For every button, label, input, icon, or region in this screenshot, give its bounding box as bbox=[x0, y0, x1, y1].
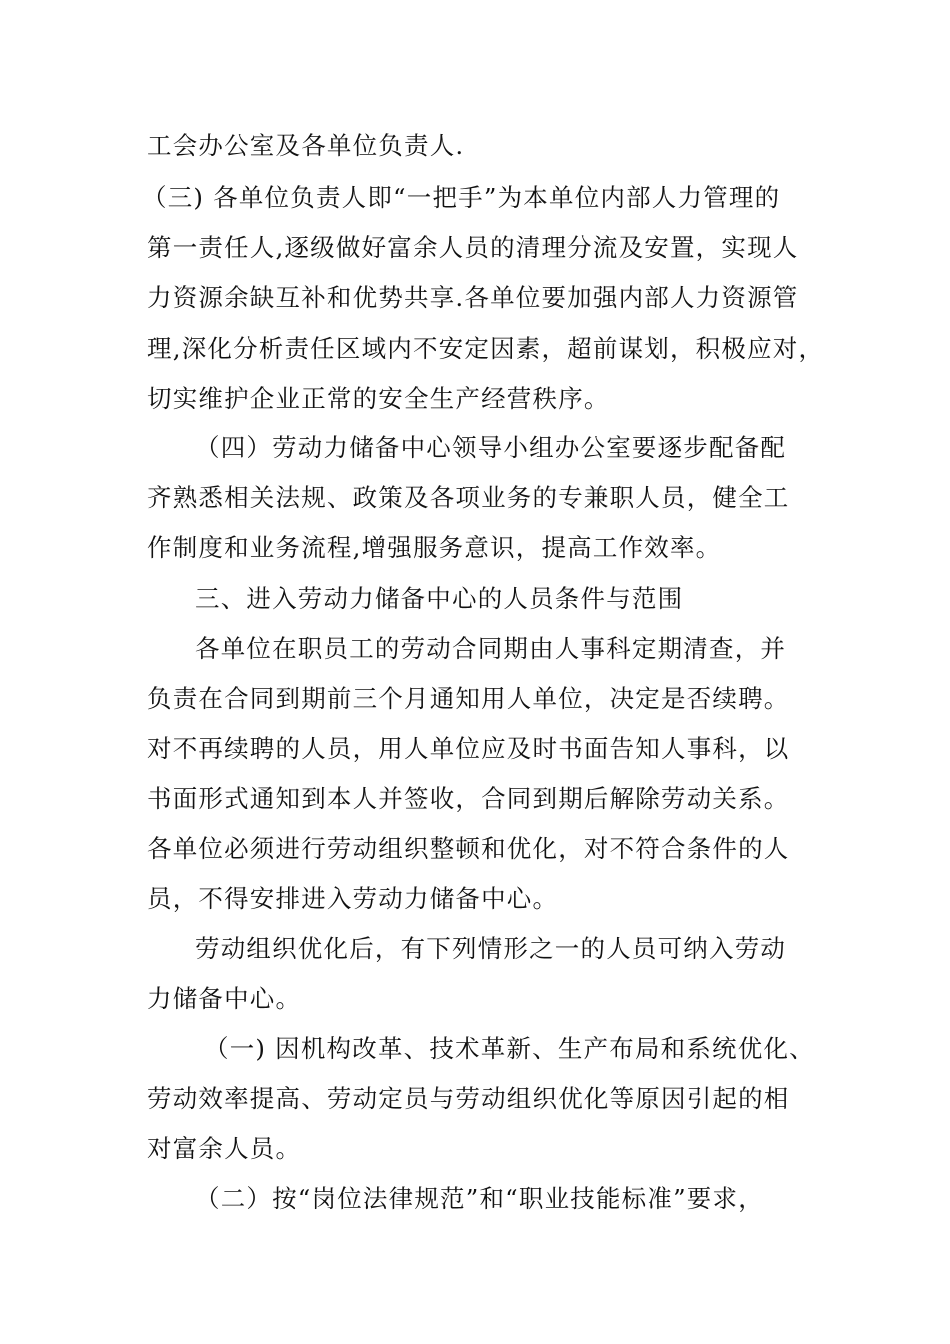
text-line: 书面形式通知到本人并签收，合同到期后解除劳动关系。 bbox=[147, 784, 790, 813]
text-line: 员，不得安排进入劳动力储备中心。 bbox=[147, 884, 559, 913]
text-line: 对不再续聘的人员，用人单位应及时书面告知人事科，以 bbox=[147, 734, 790, 763]
text-line: 力储备中心。 bbox=[147, 984, 302, 1013]
text-line: （二）按“岗位法律规范”和“职业技能标准”要求， bbox=[195, 1184, 764, 1213]
text-line: 作制度和业务流程,增强服务意识，提高工作效率。 bbox=[147, 533, 722, 562]
text-line: 劳动组织优化后，有下列情形之一的人员可纳入劳动 bbox=[195, 934, 787, 963]
text-line: （一) 因机构改革、技术革新、生产布局和系统优化、 bbox=[204, 1034, 815, 1063]
text-line: 理,深化分析责任区域内不安定因素，超前谋划，积极应对， bbox=[147, 334, 825, 363]
text-line: 力资源余缺互补和优势共享.各单位要加强内部人力资源管 bbox=[147, 283, 799, 312]
text-line: 各单位在职员工的劳动合同期由人事科定期清查，并 bbox=[195, 634, 787, 663]
text-line: （三) 各单位负责人即“一把手”为本单位内部人力管理的 bbox=[142, 183, 781, 212]
text-line: （四）劳动力储备中心领导小组办公室要逐步配备配 bbox=[195, 433, 787, 462]
text-line: 各单位必须进行劳动组织整顿和优化，对不符合条件的人 bbox=[147, 834, 790, 863]
text-line: 第一责任人,逐级做好富余人员的清理分流及安置，实现人 bbox=[147, 233, 799, 262]
text-line: 负责在合同到期前三个月通知用人单位，决定是否续聘。 bbox=[147, 684, 790, 713]
text-line: 齐熟悉相关法规、政策及各项业务的专兼职人员，健全工 bbox=[147, 483, 790, 512]
text-line: 工会办公室及各单位负责人. bbox=[147, 131, 465, 160]
section-heading: 三、进入劳动力储备中心的人员条件与范围 bbox=[195, 584, 684, 613]
text-line: 对富余人员。 bbox=[147, 1134, 302, 1163]
text-line: 劳动效率提高、劳动定员与劳动组织优化等原因引起的相 bbox=[147, 1084, 790, 1113]
text-line: 切实维护企业正常的安全生产经营秩序。 bbox=[147, 384, 610, 413]
